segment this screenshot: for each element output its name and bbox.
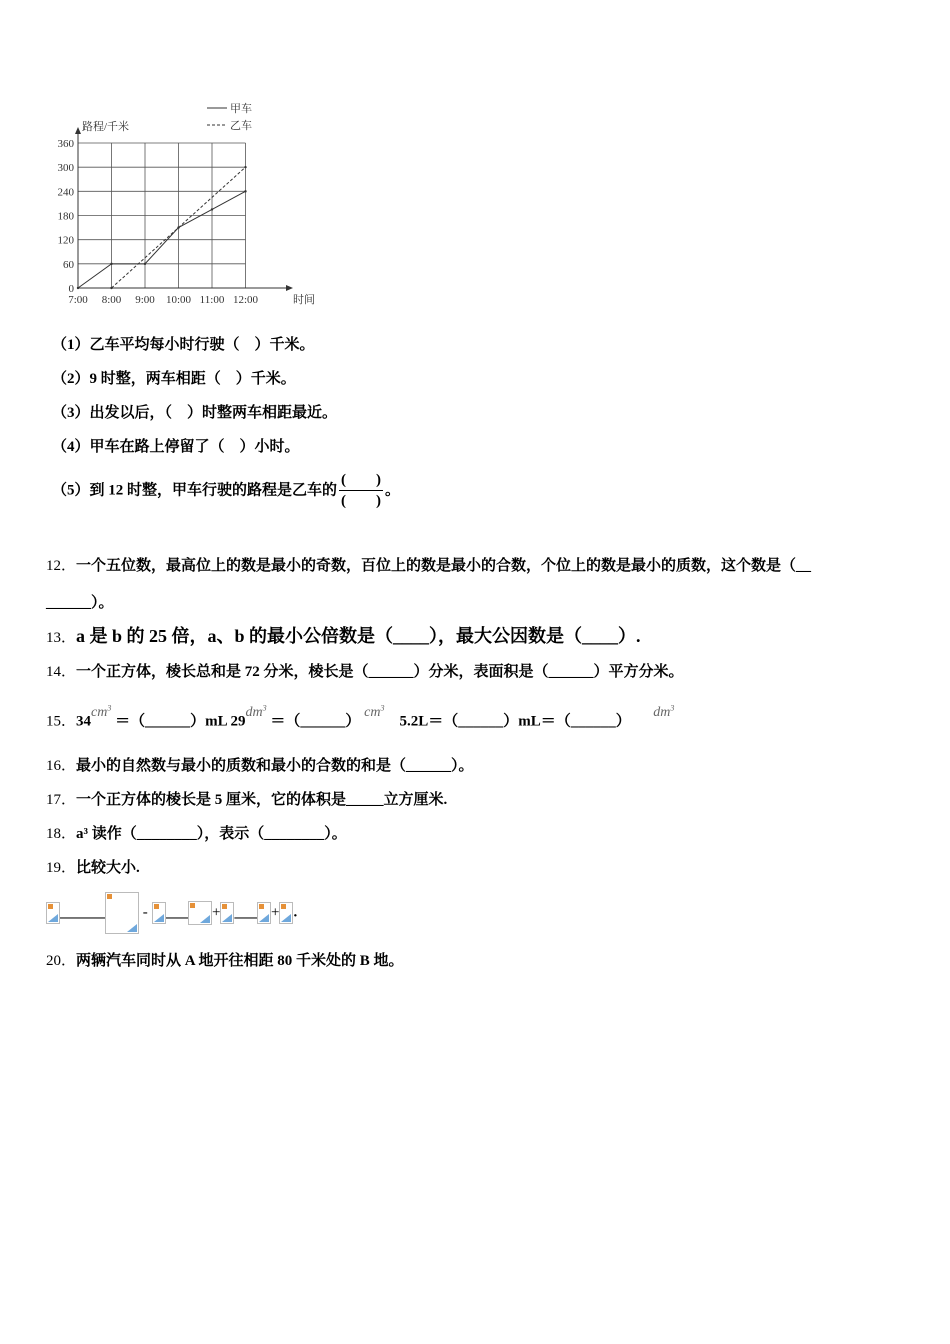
question-15: 15．$34cm^3$ ＝（______）mL $29dm^3$ ＝（______） $cm^3$ 5.2L＝（______）mL＝（______） $dm^3$: [46, 703, 675, 730]
x-tick-label: 10:00: [165, 294, 192, 306]
q11-sub-1: （1）乙车平均每小时行驶（ ）千米。: [52, 337, 315, 353]
data-point: [110, 263, 112, 265]
y-tick-label: 0: [68, 283, 74, 295]
chart-grid: [78, 143, 246, 288]
question-19: 19．比较大小.: [46, 860, 140, 876]
y-tick-label: 60: [63, 258, 74, 271]
q11-sub-3: （3）出发以后，（ ）时整两车相距最近。: [52, 405, 338, 421]
chart-series: [77, 166, 247, 289]
y-axis-arrow: [75, 127, 81, 134]
data-point: [110, 287, 112, 289]
y-tick-label: 360: [57, 138, 74, 150]
unit-cm3: $cm^3$: [91, 703, 112, 720]
y-tick-label: 180: [57, 210, 74, 223]
broken-image-icon: [279, 902, 293, 924]
broken-image-icon: [220, 902, 234, 924]
question-20: 20．两辆汽车同时从 A 地开往相距 80 千米处的 B 地。: [46, 953, 404, 969]
x-axis-arrow: [286, 285, 293, 291]
q11-sub-2: （2）9 时整，两车相距（ ）千米。: [52, 371, 296, 387]
question-16: 16．最小的自然数与最小的质数和最小的合数的和是（______）。: [46, 758, 474, 774]
question-18: 18．a³ 读作（________），表示（________）。: [46, 826, 347, 842]
data-point: [211, 208, 213, 210]
x-tick-label: 7:00: [68, 294, 88, 306]
broken-image-icon: [152, 902, 166, 924]
unit-dm3: $dm^3$: [653, 703, 675, 720]
question-12-cont: ______）。: [46, 595, 114, 611]
broken-image-icon: [257, 902, 271, 924]
data-point: [244, 190, 246, 192]
q11-sub-5: （5）到 12 时整，甲车行驶的路程是乙车的 $\frac{( )}{( )}$ 。: [52, 472, 401, 509]
question-14: 14．一个正方体，棱长总和是 72 分米，棱长是（______）分米，表面积是（______）平方分米。: [46, 664, 684, 680]
chart-legend: [207, 102, 252, 132]
broken-image-icon: [188, 901, 212, 925]
question-19-expression: ______ - ___ + ___ + .: [46, 892, 297, 934]
x-tick-label: 9:00: [135, 294, 155, 306]
question-13: 13．a 是 b 的 25 倍，a、b 的最小公倍数是（____），最大公因数是（____）.: [46, 626, 641, 646]
y-tick-label: 300: [57, 162, 74, 175]
y-tick-label: 240: [57, 186, 74, 199]
broken-image-icon: [105, 892, 139, 934]
unit-cm3: $cm^3$: [364, 703, 385, 720]
y-axis-label: 路程/千米: [82, 121, 130, 133]
question-12: 12．一个五位数，最高位上的数是最小的奇数，百位上的数是最小的合数，个位上的数是最小的质数，这个数是（__: [46, 558, 812, 574]
x-tick-label: 8:00: [101, 294, 122, 306]
x-tick-label: 11:00: [199, 294, 225, 306]
x-axis-label: 时间: [293, 294, 315, 306]
legend-label: 甲车: [230, 103, 252, 115]
data-point: [77, 287, 79, 289]
x-tick-label: 12:00: [232, 294, 259, 306]
q11-sub-4: （4）甲车在路上停留了（ ）小时。: [52, 439, 300, 455]
question-17: 17．一个正方体的棱长是 5 厘米，它的体积是_____立方厘米.: [46, 792, 448, 808]
data-point: [244, 166, 246, 168]
legend-label: 乙车: [230, 120, 252, 132]
broken-image-icon: [46, 902, 60, 924]
distance-time-chart: [40, 100, 340, 315]
unit-dm3: $dm^3$: [245, 703, 267, 720]
data-point: [144, 263, 146, 265]
y-tick-label: 120: [57, 234, 74, 247]
fraction-blank[interactable]: $\frac{( )}{( )}$: [341, 472, 382, 509]
